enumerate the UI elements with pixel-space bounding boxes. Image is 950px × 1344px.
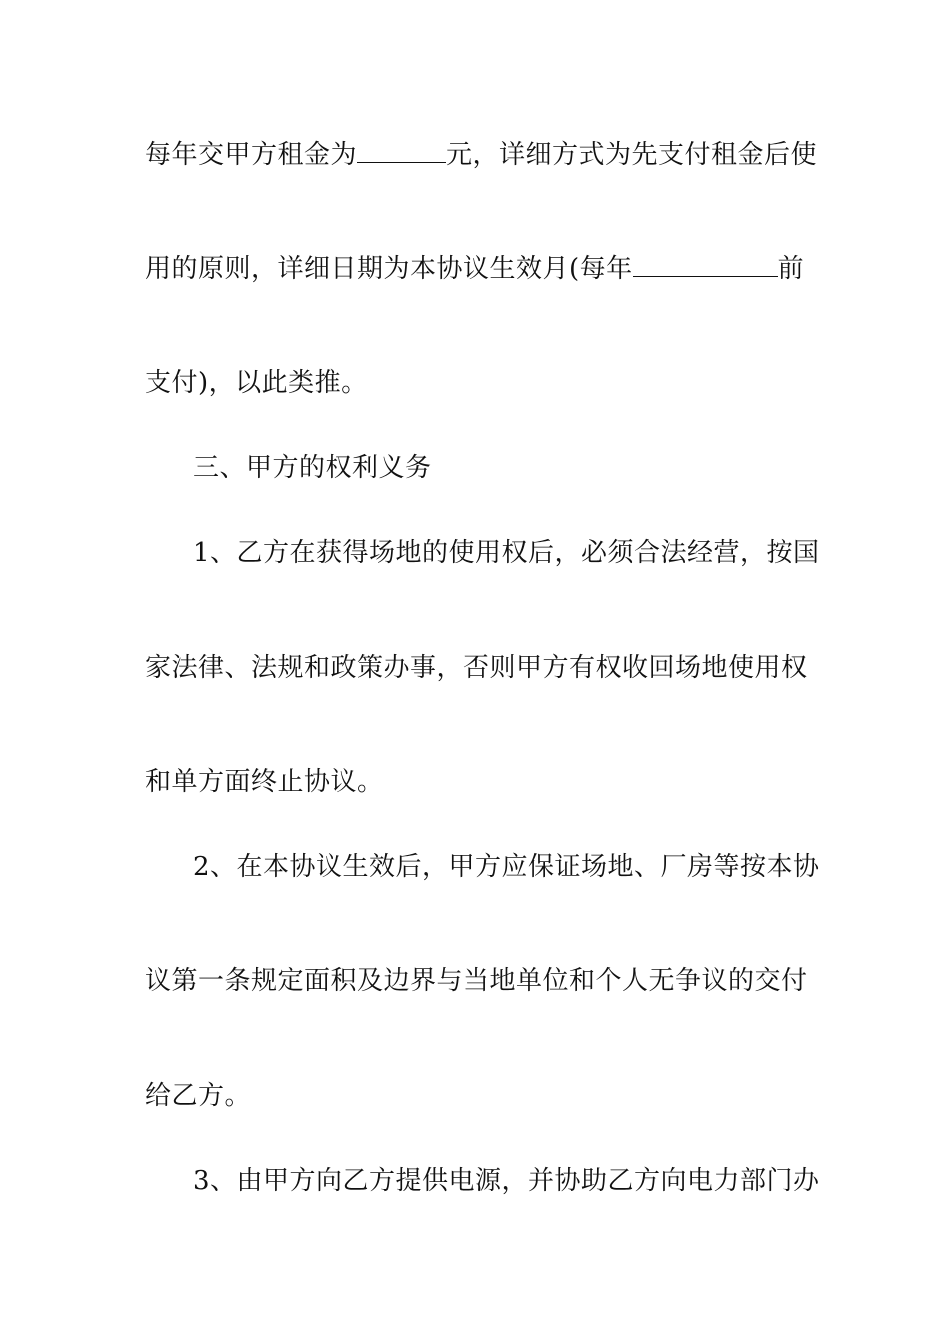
- paragraph-line: 支付)，以此类推。: [145, 368, 368, 398]
- fill-in-blank-amount: [357, 140, 446, 163]
- text-segment: 前: [777, 254, 805, 284]
- paragraph-line: 1、乙方在获得场地的使用权后，必须合法经营，按国: [193, 538, 820, 568]
- paragraph-line: 给乙方。: [145, 1081, 252, 1111]
- paragraph-line-rent: [145, 138, 818, 172]
- paragraph-line-payment-date: [145, 252, 810, 286]
- text-segment: 元，详细方式为先支付租金后使: [446, 140, 818, 170]
- paragraph-line: 2、在本协议生效后，甲方应保证场地、厂房等按本协: [193, 852, 820, 882]
- fill-in-blank-date: [633, 254, 778, 277]
- text-segment: 每年交甲方租金为: [145, 140, 358, 170]
- paragraph-line: 3、由甲方向乙方提供电源，并协助乙方向电力部门办: [193, 1166, 820, 1196]
- text-segment: 用的原则，详细日期为本协议生效月(每年: [145, 254, 633, 284]
- section-heading: 三、甲方的权利义务: [193, 453, 432, 483]
- paragraph-line: 和单方面终止协议。: [145, 767, 384, 797]
- paragraph-line: 议第一条规定面积及边界与当地单位和个人无争议的交付: [145, 966, 808, 996]
- paragraph-line: 家法律、法规和政策办事，否则甲方有权收回场地使用权: [145, 653, 808, 683]
